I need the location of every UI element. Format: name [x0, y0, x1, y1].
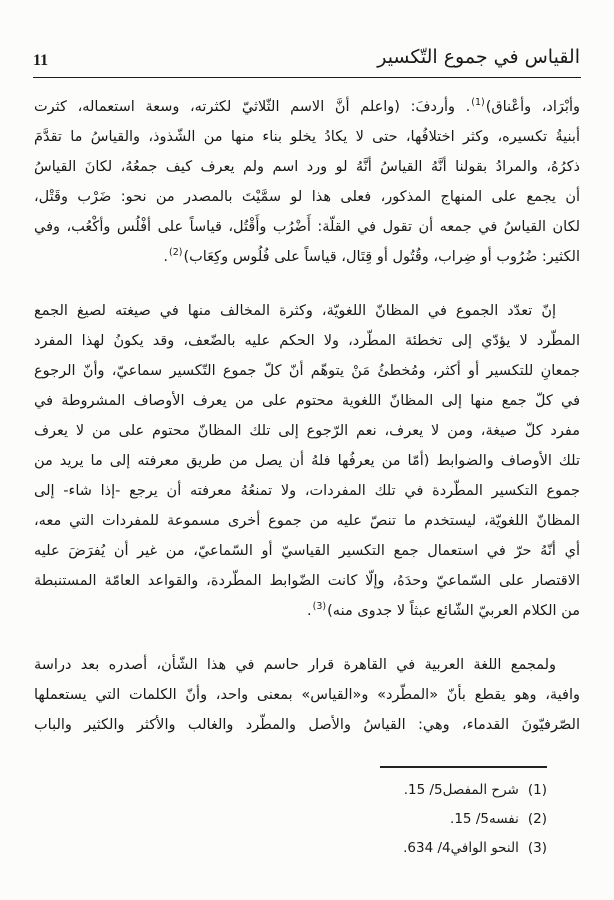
paragraph: [34, 92, 580, 272]
header-rule: [33, 77, 581, 78]
paragraph: [34, 296, 580, 626]
footnote-text: شرح المفصل5/ 15.: [403, 782, 519, 798]
footnote-item: [403, 834, 547, 863]
footnote-item: [403, 805, 547, 834]
footnote-number: (3): [527, 840, 547, 856]
text-line: تلك الأوصاف والضوابط (أمّا من يعرفُها فلهُ أن يصل من طريق معرفته إلى ما يريد من: [34, 453, 580, 469]
text-line: المظانّ اللغويّة، ليستخدم ما تنصّ عليه من جموع أخرى مسموعة للمفردات التي معه،: [34, 513, 580, 529]
text-line: لكان القياسُ في جمعه أن تقول في القلّة: أَضْرُب وأَقْتُل، قياساً على أفْلُس وأكْعُب، وفي: [34, 219, 580, 235]
footnote-item: [403, 776, 547, 805]
text-line: وأبْرَاد، وأعْناق)$^{(1)}$. وأردفَ: (واعلم أنَّ الاسم الثّلاثيّ لكثرته، وسعة استعماله، كثرت: [34, 97, 580, 115]
footnote-text: النحو الوافي4/ 634.: [403, 840, 519, 856]
footnote-reference-marker: (1): [471, 97, 485, 108]
text-line: من الكلام العربيّ الشّائع عبثاً لا جدوى منه)$^{(3)}$.: [307, 601, 580, 619]
page-header: [33, 44, 580, 71]
text-line: الكثير: ضُرُوب أو ضِراب، وقُتُول أو قِتَال، قياساً على فُلُوس وكِعَاب)$^{(2)}$.: [163, 247, 580, 265]
body-text: [34, 92, 580, 764]
text-line: المطّرد لا يؤدّي إلى تخطئة المطّرد، ولا الحكم عليه بالضّعف، وقد يكونُ لهذا المفرد: [34, 333, 580, 349]
text-line: جمعانِ للتكسير أو أكثر، ومُخطئُ مَنْ يتوهّم أنّ كلّ جموع التّكسير سماعيّ، وأنّ الرجوع: [34, 363, 580, 379]
text-line: ولمجمع اللغة العربية في القاهرة قرار حاسم في هذا الشّأن، أصدره بعد دراسة: [34, 657, 556, 673]
text-line: جموع التكسير المطّردة في تلك المفردات، ولا تمنعُهُ معرفته أن يرجع -إذا شاء- إلى: [34, 483, 580, 499]
footnote-list: [403, 776, 547, 863]
text-line: مفرد كلّ صيغة، ومن لا يعرف، نعم الرّجوع إلى تلك المظانّ محتوم على من لا يعرف: [34, 423, 580, 439]
text-line: ذكرُهُ، والمرادُ بقولنا أنَّهُ القياسُ أنَّهُ لو ورد اسم ولم يعرف كيف جمعُهُ، لكانَ القياسُ: [34, 159, 580, 175]
footnote-reference-marker: (3): [312, 601, 327, 612]
footnote-text: نفسه5/ 15.: [450, 811, 519, 827]
text-line: في كلّ جمع منها إلى المظانّ اللغوية محتوم على من يعرف الأوصاف المشروطة في: [34, 393, 580, 409]
text-line: الصّرفيّونَ القدماء، وهي: القياسُ والأصل والمطّرد والغالب والأكثر والكثير والباب: [34, 717, 580, 733]
page-number: 11: [33, 51, 49, 69]
text-line: الاقتصار على السّماعيّ وحدَهُ، وإلّا كانت الضّوابط المطّردة، والقواعد العامّة المستنبطة: [34, 573, 580, 589]
text-line: أي أنّهُ حرّ في استعمال جمع التكسير القياسيّ أو السّماعيّ، من غير أن يُفرَضَ عليه: [34, 543, 580, 559]
text-line: وافية، وهو يقطع بأنّ «المطّرد» و«القياس» بمعنى واحد، وأنّ الكلمات التي يستعملها: [34, 687, 580, 703]
footnote-number: (1): [527, 782, 547, 798]
text-line: إنّ تعدّد الجموع في المظانّ اللغويّة، وكثرة المخالف منها في صيغته لصيغ الجمع: [34, 303, 556, 319]
footnote-reference-marker: (2): [168, 247, 183, 258]
running-head-title: القياس في جموع التّكسير: [377, 46, 580, 68]
footnote-number: (2): [527, 811, 547, 827]
footnote-separator: [380, 766, 547, 768]
paragraph: [34, 650, 580, 740]
text-line: أبنيةُ تكسيره، وكثر اختلافُها، حتى لا يكادُ يخلو بناء منها من الشّذوذ، والقياسُ ما تقدَّمَ: [34, 129, 580, 145]
text-line: أن يجمع على المنهاج المذكور، فعلى هذا لو سمَّيْتَ بالمصدر من نحو: ضَرْب وقَتْل،: [34, 189, 580, 205]
